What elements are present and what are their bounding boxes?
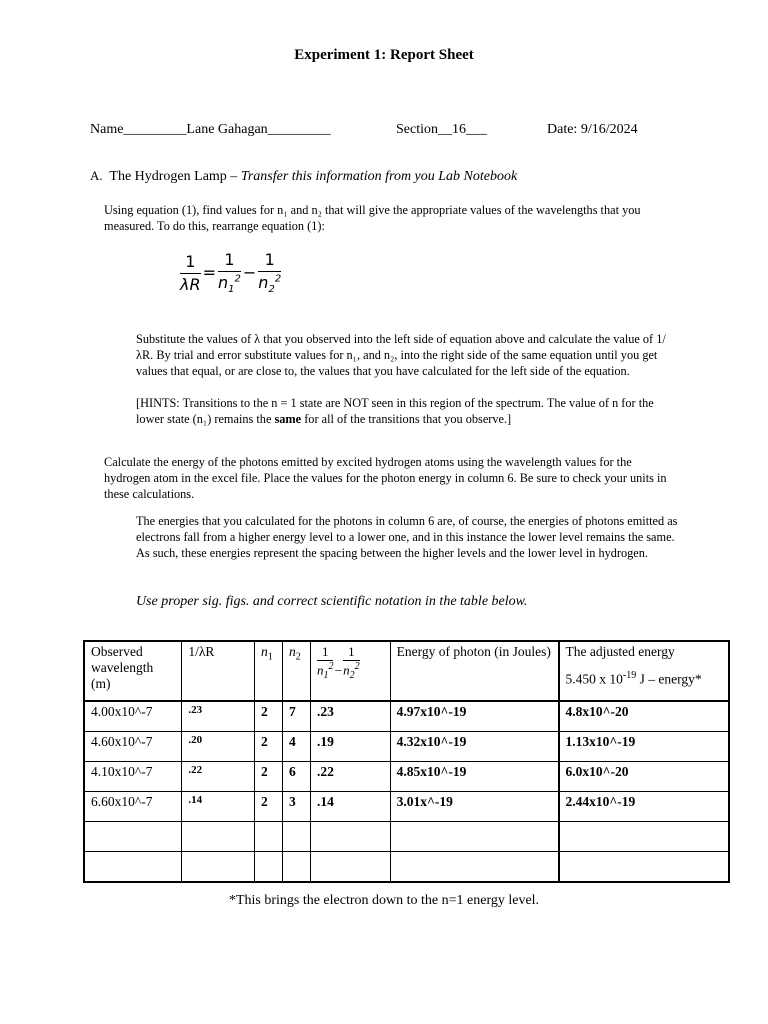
name-field: Name_________Lane Gahagan_________ [90,122,331,137]
table-row: 4.60x10^-7 .20 2 4 .19 4.32x10^-19 1.13x10^-19 [84,732,729,762]
header-fraction-difference: $\frac{1}{n_1^2}$ − $\frac{1}{n_2^2}$ [310,641,390,701]
section-a-title-italic: Transfer this information from you Lab Notebook [240,169,518,184]
instruction-paragraph-4: The energies that you calculated for the photons in column 6 are, of course, the energies of photons emitted as electrons fall from a higher energy level to a lower one, and in this instance the lower level remains the same. As such, these energies represent the spacing between the higher levels and the lower level in hydrogen. [136,514,678,560]
section-a-heading [90,168,517,185]
table-row: 6.60x10^-7 .14 2 3 .14 3.01x^-19 2.44x10^-19 [84,792,729,822]
hints-paragraph: [HINTS: Transitions to the n = 1 state are NOT seen in this region of the spectrum. The value of n for the lower state (n₁) remains the same for all of the transitions that you observe.] [136,396,654,426]
table-header-row [84,641,729,701]
table-row: 4.10x10^-7 .22 2 6 .22 4.85x10^-19 6.0x10^-20 [84,762,729,792]
section-field: Section__16___ [396,122,487,137]
header-photon-energy: Energy of photon (in Joules) [390,641,558,701]
rearranged-equation [180,250,281,295]
table-row-empty [84,852,729,883]
instruction-paragraph-3: Calculate the energy of the photons emitted by excited hydrogen atoms using the wavelength values for the hydrogen atom in the excel file. Place the values for the photon energy in column 6. Be sure to check your units in these calculations. [104,455,667,501]
sig-figs-instruction: Use proper sig. figs. and correct scientific notation in the table below. [136,594,528,609]
results-table [83,640,730,883]
equation-middle-fraction: $\frac{1}{n_1^2}$ [218,250,241,296]
header-n2: $n_2$ [283,641,311,701]
section-a-title: The Hydrogen Lamp – [109,169,241,184]
header-observed-wavelength: Observed wavelength (m) [84,641,182,701]
date-field: Date: 9/16/2024 [547,122,638,137]
footnote: *This brings the electron down to the n=1 energy level. [228,893,540,908]
header-inverse-lambda-r: 1/λR [182,641,255,701]
section-a-label: A. [90,168,103,183]
instruction-paragraph-1: Using equation (1), find values for n₁ and n₂ that will give the appropriate values of the wavelengths that you measured. To do this, rearrange equation (1): [104,203,641,233]
header-adjusted-energy: The adjusted energy 5.450 x $10^{-19}$ J – energy* [559,641,729,701]
instruction-paragraph-2: Substitute the values of λ that you observed into the left side of equation above and calculate the value of 1/λR. By trial and error substitute values for n₁, and n₂, into the right side of the same equation until you get values that equal, or are close to, the values that you have calculated for the left side of the equation. [136,332,666,378]
table-row-empty [84,822,729,852]
header-n1: $n_1$ [255,641,283,701]
equation-left-fraction: $\frac{1}{\lambda R}$ [180,251,201,294]
page-title: Experiment 1: Report Sheet [294,47,474,63]
table-row: 4.00x10^-7 .23 2 7 .23 4.97x10^-19 4.8x10^-20 [84,701,729,732]
equation-equals: = [202,263,216,283]
equation-right-fraction: $\frac{1}{n_2^2}$ [258,250,282,296]
equation-minus: − [242,263,257,283]
